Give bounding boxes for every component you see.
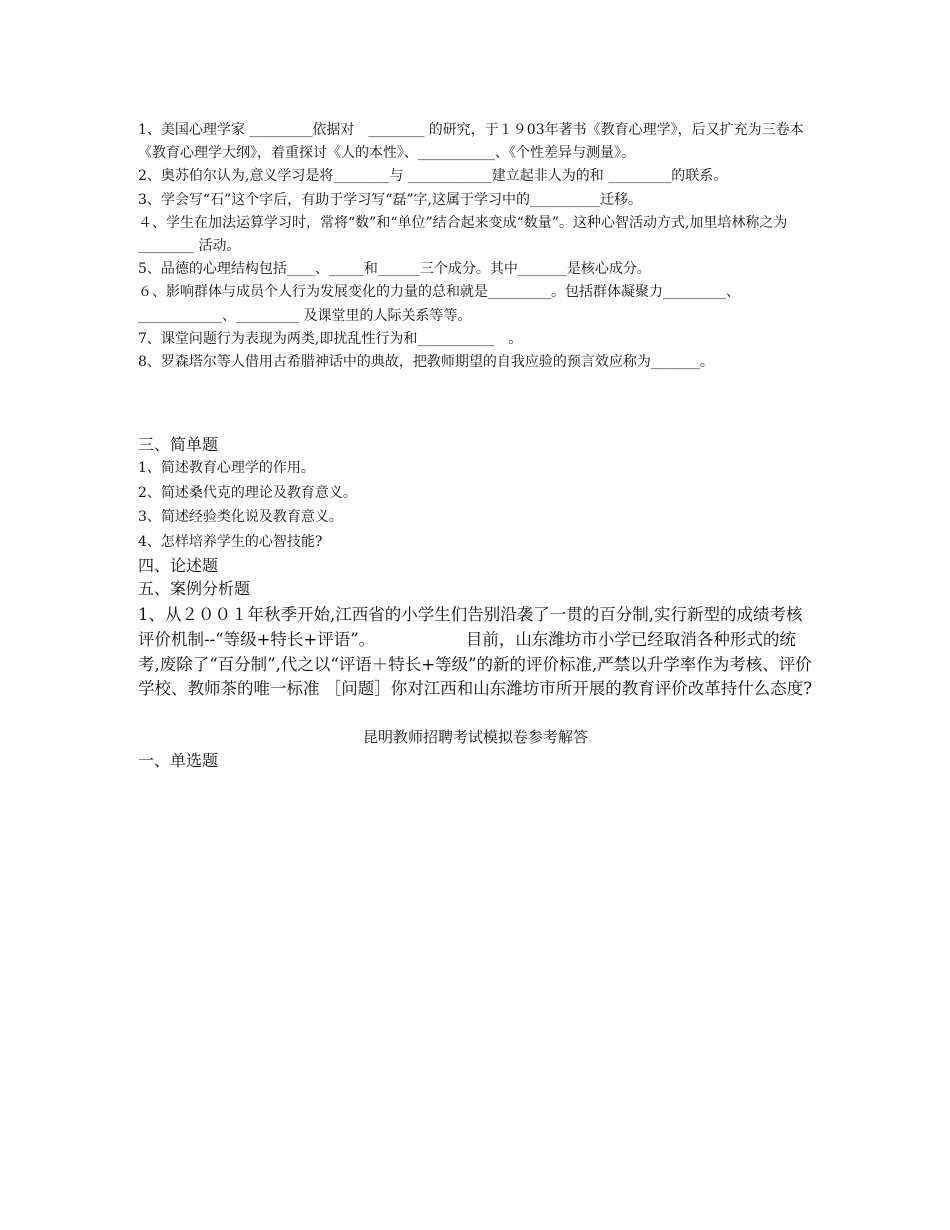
answer-section-1-heading: 一、单选题	[138, 751, 219, 770]
case-question-1: 1、从２００１年秋季开始,江西省的小学生们告别沿袭了一贯的百分制,实行新型的成绩考核评价机制--“等级+特长+评语”。 目前，山东潍坊市小学已经取消各种形式的统考,废除了“百分制”,代之以“评语＋特长+等级”的新的评价标准,严禁以升学率作为考核、评价学校、教师茶的唯一标准 ［问题］你对江西和山东潍坊市所开展的教育评价改革持什么态度?	[138, 605, 813, 699]
simple-question-list	[138, 456, 813, 554]
simple-question-1: 1、简述教育心理学的作用。	[138, 460, 315, 476]
fill-in-questions	[138, 119, 813, 374]
answer-key-header	[138, 725, 813, 772]
fill-question-2: 2、奥苏伯尔认为,意义学习是将________与 ____________建立起非人为的和 _________的联系。	[138, 168, 728, 185]
fill-question-7: 7、课堂问题行为表现为两类,即扰乱性行为和___________ 。	[138, 330, 523, 347]
fill-question-3: 3、学会写“石”这个字后，有助于学习写“磊”字,这属于学习中的__________迁移。	[138, 191, 642, 208]
answer-title: 昆明教师招聘考试模拟卷参考解答	[362, 728, 588, 746]
fill-question-4: ４、学生在加法运算学习时，常将“数”和“单位”结合起来变成“数量”。这种心智活动方式,加里培林称之为 ________ 活动。	[138, 214, 788, 255]
section-heading-5: 五、案例分析题	[138, 579, 251, 598]
case-analysis	[138, 603, 813, 702]
simple-question-2: 2、简述桑代克的理论及教育意义。	[138, 484, 357, 501]
fill-question-5: 5、品德的心理结构包括____、_____和______三个成分。其中_______是核心成分。	[138, 261, 651, 278]
section-heading-3: 三、简单题	[138, 435, 219, 454]
simple-question-4: 4、怎样培养学生的心智技能?	[138, 533, 323, 550]
section-simple-questions	[138, 433, 813, 600]
section-heading-4: 四、论述题	[138, 556, 219, 575]
fill-question-8: 8、罗森塔尔等人借用古希腊神话中的典故，把教师期望的自我应验的预言效应称为_______。	[138, 354, 714, 371]
fill-question-6: ６、影响群体与成员个人行为发展变化的力量的总和就是_________。包括群体凝聚力_________、____________、_________ 及课堂里的人际关系等等。	[138, 284, 740, 324]
simple-question-3: 3、简述经验类化说及教育意义。	[138, 509, 343, 525]
fill-question-1: 1、美国心理学家 _________依据对 ________ 的研究，于１９03年著书《教育心理学》，后又扩充为三卷本《教育心理学大纲》，着重探讨《人的本性》、___________、《个性差异与测量》。	[138, 122, 804, 162]
